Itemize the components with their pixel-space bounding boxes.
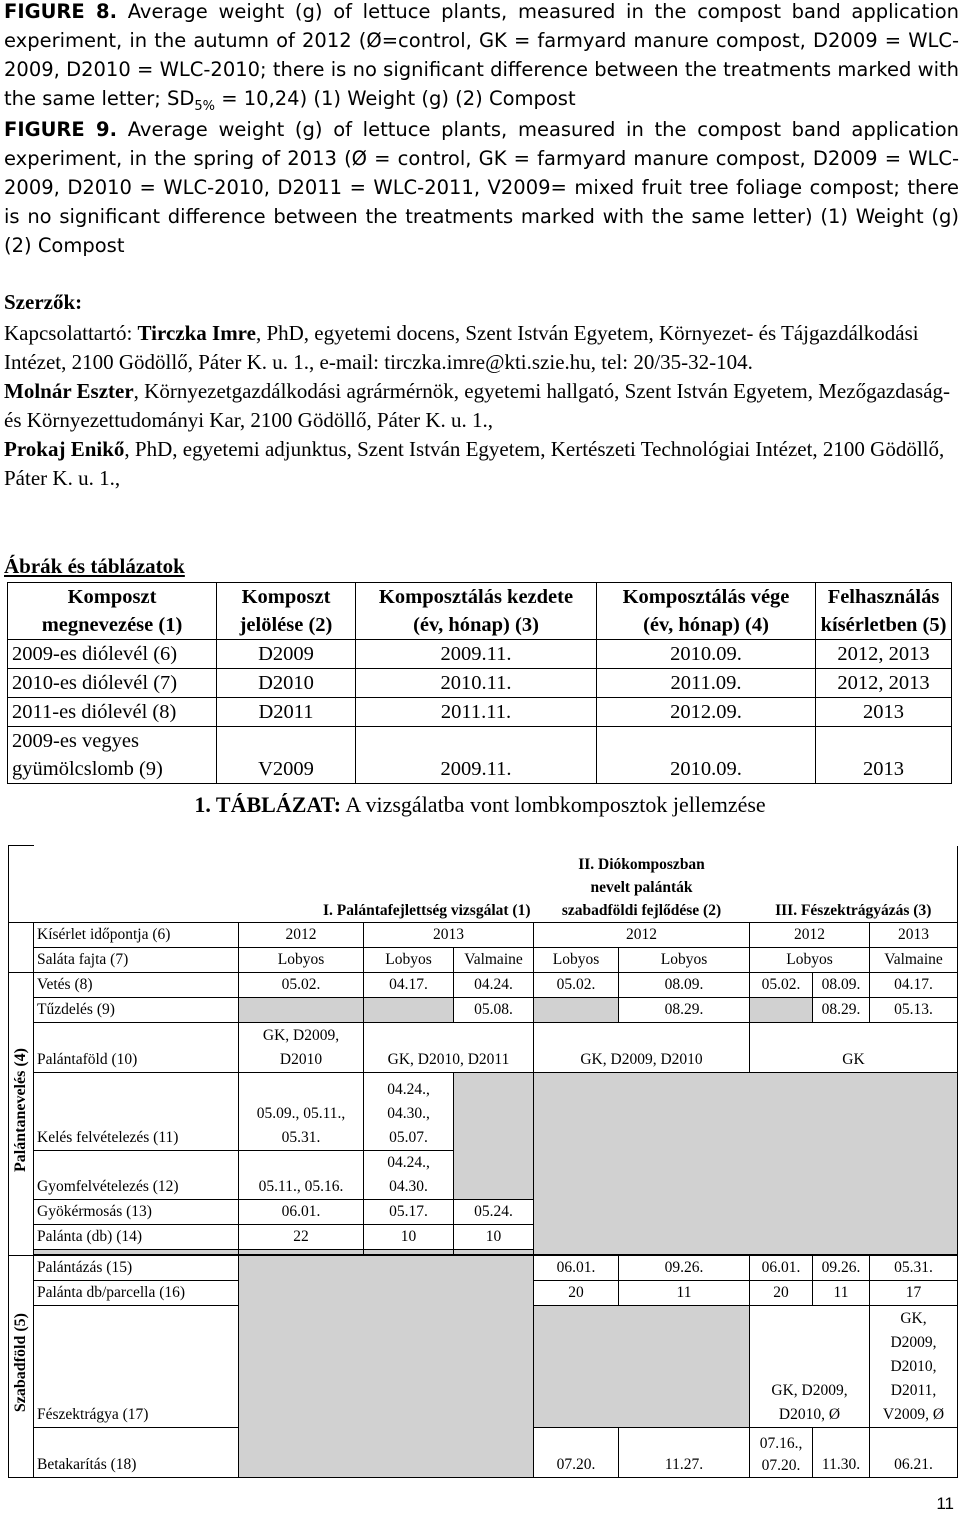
- experiment-table: [8, 845, 958, 1478]
- table-row: Gyökérmosás (13) 06.01. 05.17. 05.24.: [9, 1200, 958, 1225]
- side-label-seedling: Palántanevelés (4): [9, 973, 34, 1256]
- figure-8-label: FIGURE 8.: [4, 0, 118, 23]
- experiment-table-header: [9, 846, 958, 923]
- authors-section: [4, 288, 959, 493]
- compost-table: [7, 582, 952, 784]
- section-heading: [4, 552, 959, 581]
- table-row: 2009-es vegyes gyümölcslomb (9) V2009 2009.11. 2010.09. 2013: [8, 727, 952, 784]
- author-2-name: Molnár Eszter: [4, 379, 134, 403]
- author-2: [4, 377, 959, 435]
- figure-8-tail: = 10,24) (1) Weight (g) (2) Compost: [215, 87, 576, 110]
- author-1-details: , PhD, egyetemi docens, Szent István Egyetem, Környezet- és Tájgazdálkodási Intézet, 2100 Gödöllő, Páter K. u. 1., e-mail: tirczka.imre@kti.szie.hu, tel: 20/35-32-104.: [4, 321, 919, 374]
- table-row: Palánta (db) (14) 22 10 10: [9, 1225, 958, 1250]
- section-heading-text: Ábrák és táblázatok: [4, 554, 185, 578]
- table-row: Palántanevelés (4) Vetés (8) 05.02. 04.17. 04.24. 05.02. 08.09. 05.02. 08.09. 04.17.: [9, 973, 958, 998]
- group-1-heading: I. Palántafejlettség vizsgálat (1): [239, 846, 534, 923]
- page-number: 11: [936, 1494, 954, 1513]
- compost-table-header: [8, 583, 952, 640]
- author-3: [4, 435, 959, 493]
- table-row: Betakarítás (18) 07.20. 11.27. 07.16., 07.20. 11.30. 06.21.: [9, 1428, 958, 1478]
- table-row: Saláta fajta (7) Lobyos Lobyos Valmaine Lobyos Lobyos Lobyos Valmaine: [9, 948, 958, 973]
- side-label-field: Szabadföld (5): [9, 1256, 34, 1478]
- table-row: Szabadföld (5) Palántázás (15) 06.01. 09.26. 06.01. 09.26. 05.31.: [9, 1256, 958, 1281]
- group-3-heading: III. Fészektrágyázás (3): [750, 846, 958, 923]
- figure-9-label: FIGURE 9.: [4, 118, 118, 141]
- th-code: Komposzt jelölése (2): [217, 583, 356, 640]
- th-end: Komposztálás vége (év, hónap) (4): [597, 583, 816, 640]
- table-row: Palánta db/parcella (16) 20 11 20 11 17: [9, 1281, 958, 1306]
- th-start: Komposztálás kezdete (év, hónap) (3): [356, 583, 597, 640]
- th-name: Komposzt megnevezése (1): [8, 583, 217, 640]
- author-3-name: Prokaj Enikő: [4, 437, 125, 461]
- figure-8-subscript: 5%: [194, 98, 216, 114]
- table-row: Kísérlet időpontja (6) 2012 2013 2012 2012 2013: [9, 923, 958, 948]
- author-1-prefix: Kapcsolattartó:: [4, 321, 138, 345]
- table-row: Gyomfelvételezés (12) 05.11., 05.16. 04.24., 04.30.: [9, 1151, 958, 1200]
- author-1-name: Tirczka Imre: [137, 321, 256, 345]
- table-row: Fészektrágya (17) GK, D2009, D2010, Ø GK, D2009, D2010, D2011, V2009, Ø: [9, 1306, 958, 1428]
- table-1-caption: [0, 792, 960, 818]
- figure-8-caption: [4, 0, 959, 121]
- table-row: Kelés felvételezés (11) 05.09., 05.11., 05.31. 04.24., 04.30., 05.07.: [9, 1073, 958, 1151]
- figure-8-text: Average weight (g) of lettuce plants, measured in the compost band application experiment, in the autumn of 2012 (Ø=control, GK = farmyard manure compost, D2009 = WLC-2009, D2010 = WLC-2010; there is no significant difference between the treatments marked with the same letter; SD: [4, 0, 959, 110]
- table-1-caption-text: A vizsgálatba vont lombkomposztok jellemzése: [341, 792, 766, 817]
- table-row: Palántaföld (10) GK, D2009, D2010 GK, D2010, D2011 GK, D2009, D2010 GK: [9, 1023, 958, 1073]
- table-row: 2010-es diólevél (7) D2010 2010.11. 2011.09. 2012, 2013: [8, 669, 952, 698]
- figure-9-caption: [4, 115, 959, 260]
- author-2-details: , Környezetgazdálkodási agrármérnök, egyetemi hallgató, Szent István Egyetem, Mezőgazdaság- és Környezettudományi Kar, 2100 Gödöllő, Páter K. u. 1.,: [4, 379, 951, 432]
- group-2-heading: II. Diókomposzban nevelt palánták szabadföldi fejlődése (2): [534, 846, 750, 923]
- th-usage: Felhasználás kísérletben (5): [816, 583, 952, 640]
- authors-heading: Szerzők:: [4, 290, 83, 314]
- author-1: [4, 319, 959, 377]
- author-3-details: , PhD, egyetemi adjunktus, Szent István Egyetem, Kertészeti Technológiai Intézet, 2100 Gödöllő, Páter K. u. 1.,: [4, 437, 945, 490]
- table-1-caption-label: 1. TÁBLÁZAT:: [194, 792, 342, 817]
- table-row: 2009-es diólevél (6) D2009 2009.11. 2010.09. 2012, 2013: [8, 640, 952, 669]
- table-row: 2011-es diólevél (8) D2011 2011.11. 2012.09. 2013: [8, 698, 952, 727]
- figure-9-text: Average weight (g) of lettuce plants, measured in the compost band application experiment, in the spring of 2013 (Ø = control, GK = farmyard manure compost, D2009 = WLC-2009, D2010 = WLC-2010, D2011 = WLC-2011, V2009= mixed fruit tree foliage compost; there is no significant difference between the treatments marked with the same letter) (1) Weight (g) (2) Compost: [4, 118, 959, 257]
- table-row: Tűzdelés (9) 05.08. 08.29. 08.29. 05.13.: [9, 998, 958, 1023]
